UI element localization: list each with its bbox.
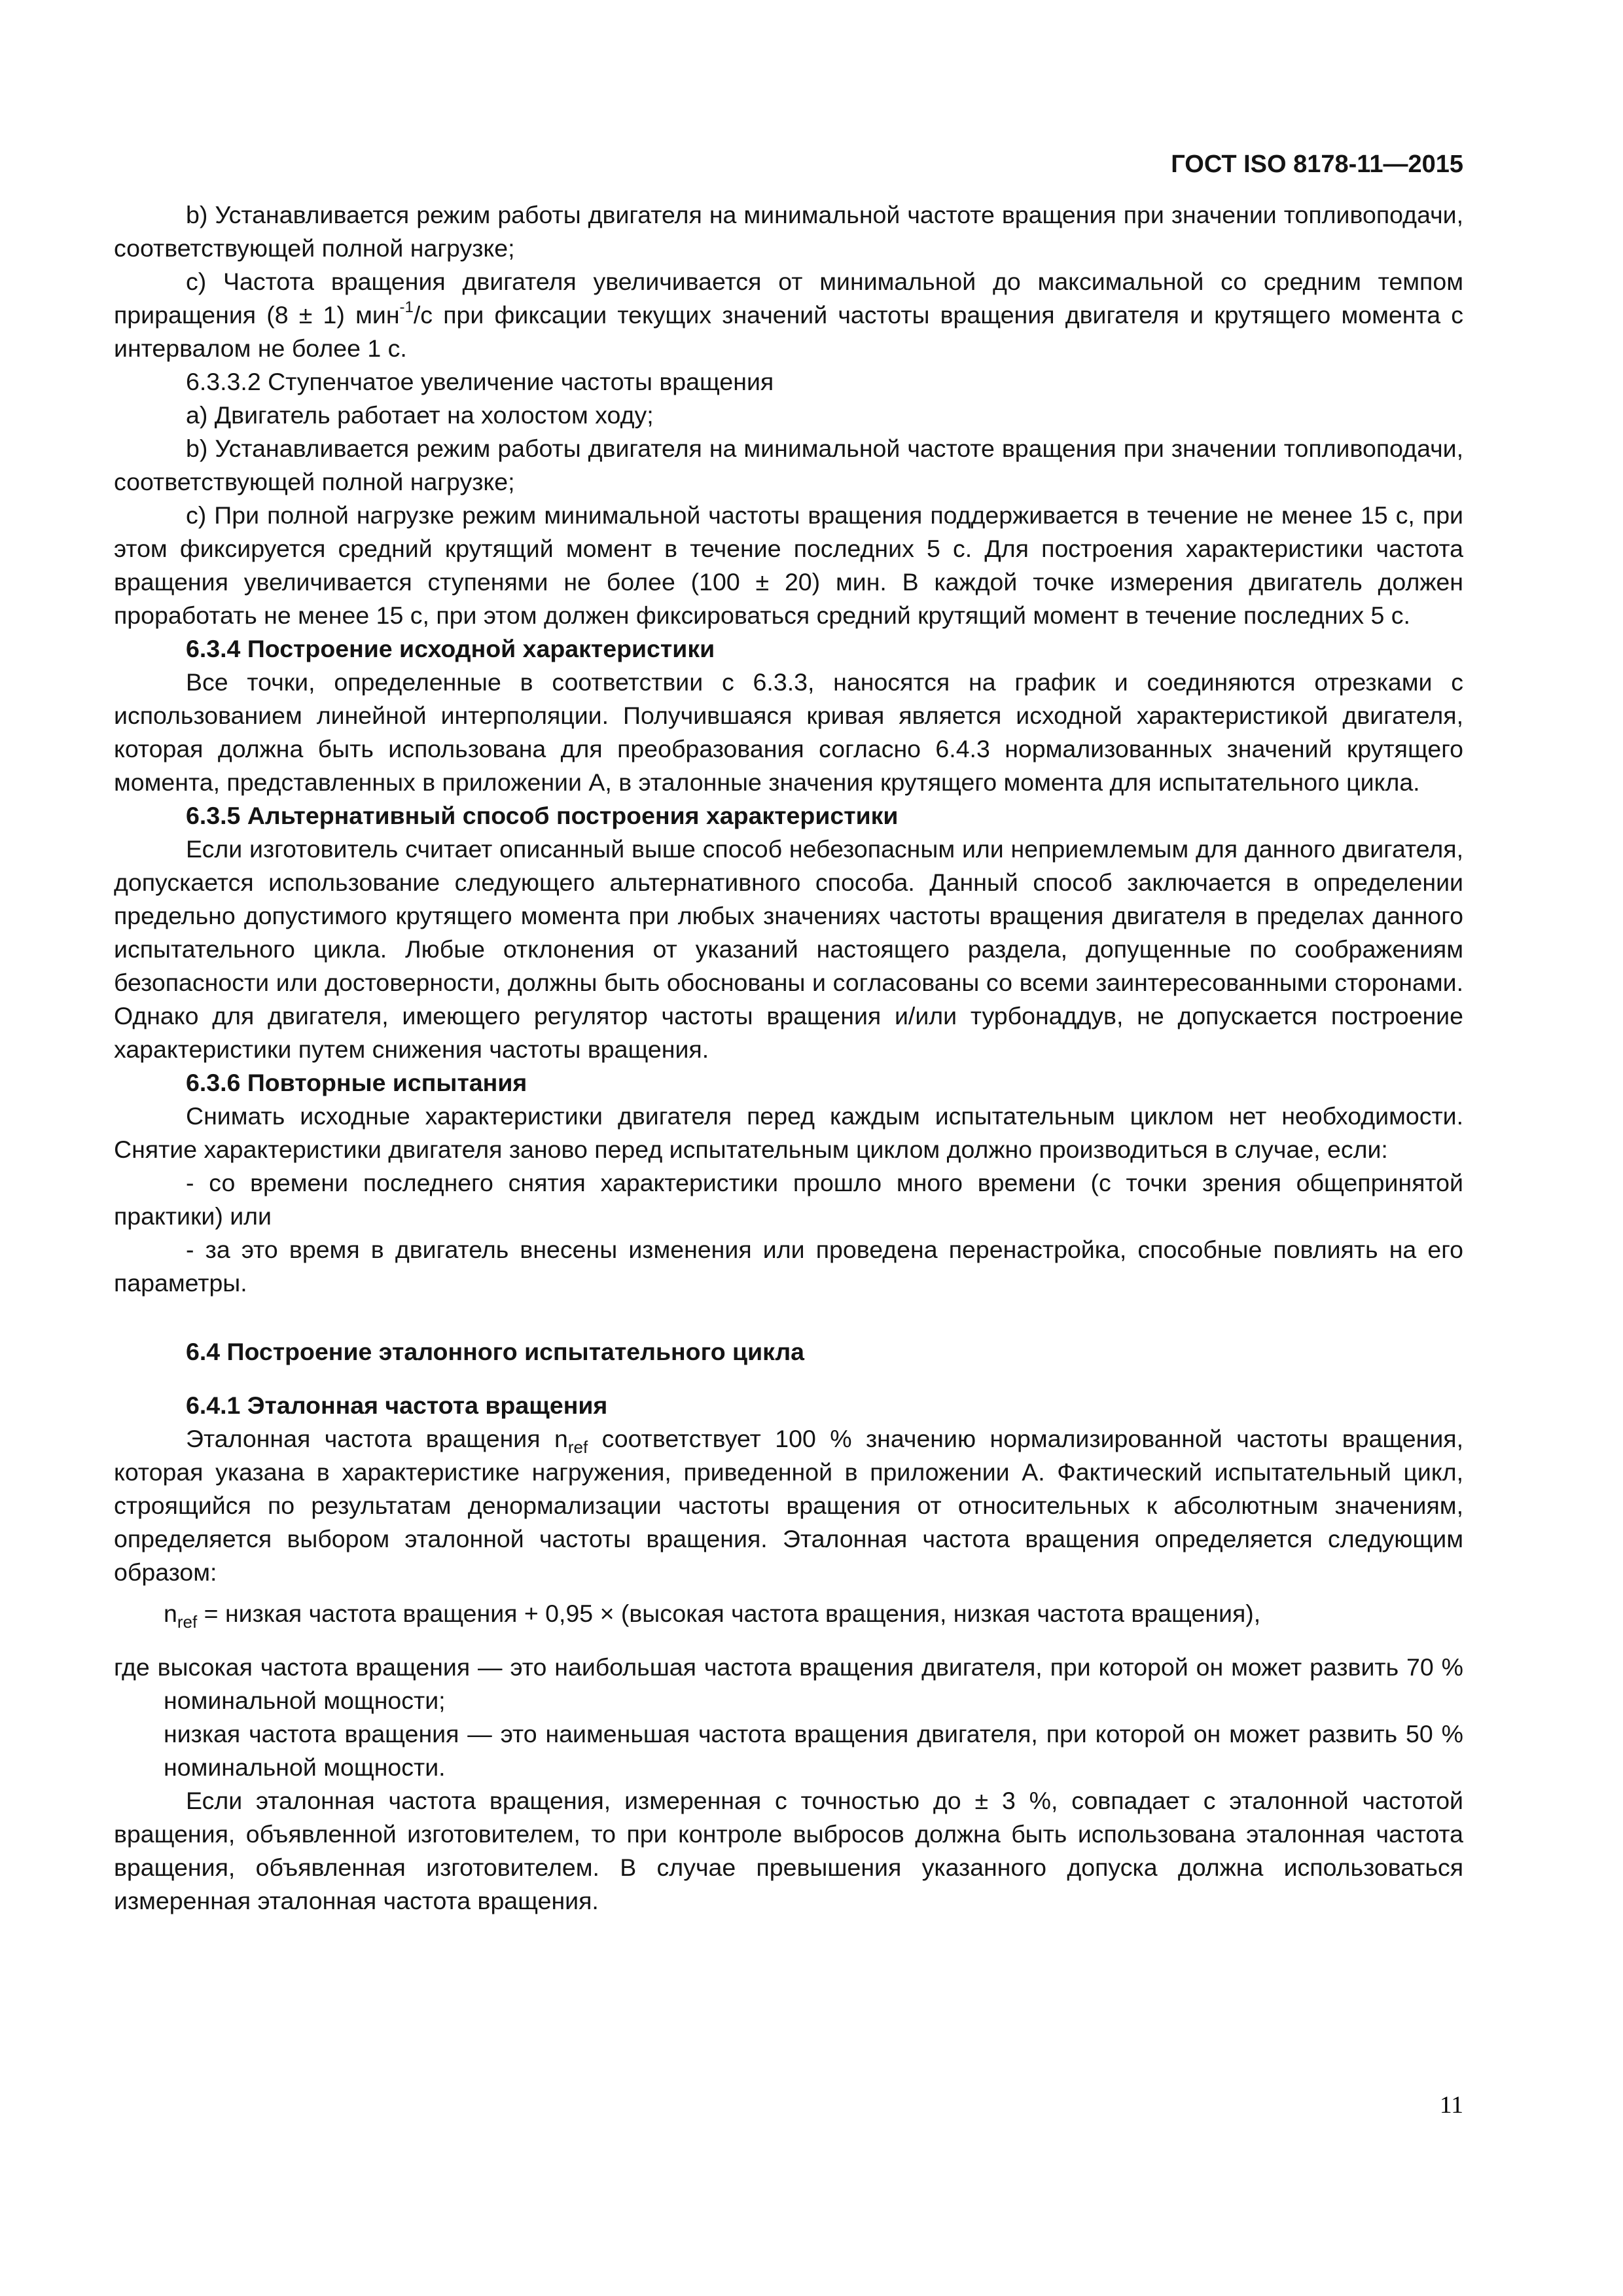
paragraph: Снимать исходные характеристики двигателя перед каждым испытательным циклом нет необходимости. Снятие характеристики двигателя заново перед испытательным циклом должно производиться в случае, если: — [114, 1102, 1463, 1163]
section-heading-6-3-4: 6.3.4 Построение исходной характеристики — [186, 635, 715, 662]
section-heading-6-3-5: 6.3.5 Альтернативный способ построения характеристики — [186, 802, 899, 829]
list-item: - со времени последнего снятия характеристики прошло много времени (с точки зрения общепринятой практики) или — [114, 1169, 1463, 1230]
paragraph: c) Частота вращения двигателя увеличивается от минимальной до максимальной со средним темпом приращения (8 ± 1) мин$^{-1}$/с при фиксации текущих значений частоты вращения двигателя и крутящего момента с интервалом не более 1 с. — [114, 268, 1464, 362]
paragraph: b) Устанавливается режим работы двигателя на минимальной частоте вращения при значении топливоподачи, соответствующей полной нагрузке; — [114, 201, 1463, 262]
paragraph: Если изготовитель считает описанный выше способ небезопасным или неприемлемым для данного двигателя, допускается использование следующего альтернативного способа. Данный способ заключается в определении предельно допустимого крутящего момента при любых значениях частоты вращения двигателя в пределах данного испытательного цикла. Любые отклонения от указаний настоящего раздела, допущенные по соображениям безопасности или достоверности, должны быть обоснованы и согласованы со всеми заинтересованными сторонами. Однако для двигателя, имеющего регулятор частоты вращения и/или турбонаддув, не допускается построение характеристики путем снижения частоты вращения. — [114, 835, 1463, 1063]
list-item: - за это время в двигатель внесены изменения или проведена перенастройка, способные повлиять на его параметры. — [114, 1236, 1463, 1297]
definition-item: низкая частота вращения — это наименьшая частота вращения двигателя, при которой он может развить 50 % номинальной мощности. — [164, 1720, 1463, 1781]
paragraph: c) При полной нагрузке режим минимальной частоты вращения поддерживается в течение не менее 15 с, при этом фиксируется средний крутящий момент в течение последних 5 с. Для построения характеристики частота вращения увеличивается ступенями не более (100 ± 20) мин. В каждой точке измерения двигатель должен проработать не менее 15 с, при этом должен фиксироваться средний крутящий момент в течение последних 5 с. — [114, 501, 1463, 629]
definition-item: где высокая частота вращения — это наибольшая частота вращения двигателя, при которой он может развить 70 % номинальной мощности; — [114, 1653, 1463, 1714]
section-heading-6-4-1: 6.4.1 Эталонная частота вращения — [186, 1391, 608, 1419]
subsection-title: 6.3.3.2 Ступенчатое увеличение частоты вращения — [186, 368, 774, 395]
formula: $n_{ref}$ = низкая частота вращения + 0,95 × (высокая частота вращения, низкая частота вращения), — [164, 1600, 1261, 1632]
paragraph: Если эталонная частота вращения, измеренная с точностью до ± 3 %, совпадает с эталонной частотой вращения, объявленной изготовителем, то при контроле выбросов должна быть использована эталонная частота вращения, объявленная изготовителем. В случае превышения указанного допуска должна использоваться измеренная эталонная частота вращения. — [114, 1787, 1463, 1914]
paragraph: Все точки, определенные в соответствии с 6.3.3, наносятся на график и соединяются отрезками с использованием линейной интерполяции. Получившаяся кривая является исходной характеристикой двигателя, которая должна быть использована для преобразования согласно 6.4.3 нормализованных значений крутящего момента, представленных в приложении А, в эталонные значения крутящего момента для испытательного цикла. — [114, 668, 1463, 796]
section-heading-6-3-6: 6.3.6 Повторные испытания — [186, 1069, 527, 1096]
document-header: ГОСТ ISO 8178-11—2015 — [1171, 151, 1463, 178]
section-heading-6-4: 6.4 Построение эталонного испытательного цикла — [186, 1338, 805, 1365]
paragraph: а) Двигатель работает на холостом ходу; — [186, 401, 654, 429]
page-number: 11 — [1439, 2092, 1463, 2119]
paragraph: b) Устанавливается режим работы двигателя на минимальной частоте вращения при значении топливоподачи, соответствующей полной нагрузке; — [114, 435, 1463, 495]
paragraph: Эталонная частота вращения $n_{ref}$ соответствует 100 % значению нормализированной частоты вращения, которая указана в характеристике нагружения, приведенной в приложении А. Фактический испытательный цикл, строящийся по результатам денормализации частоты вращения от относительных к абсолютным значениям, определяется выбором эталонной частоты вращения. Эталонная частота вращения определяется следующим образом: — [114, 1425, 1463, 1586]
